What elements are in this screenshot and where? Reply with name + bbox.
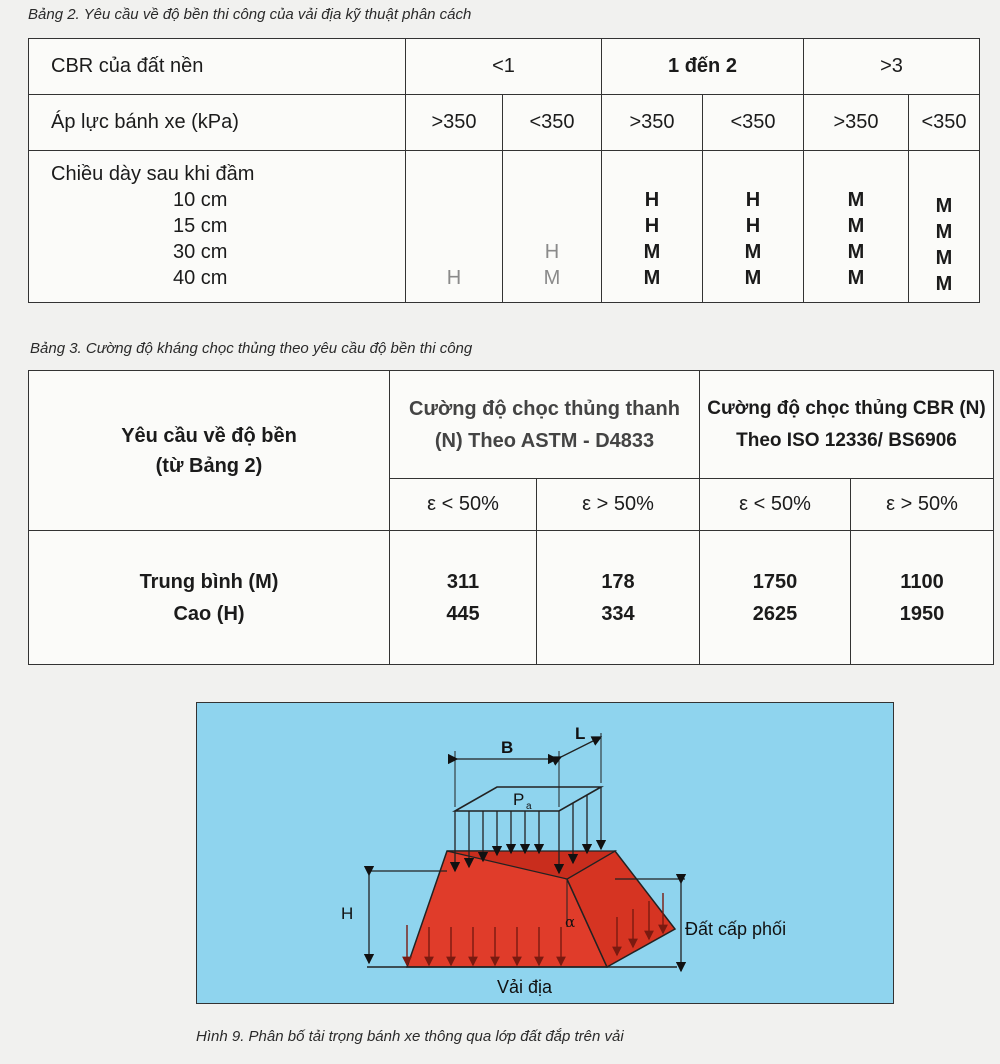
val-col-3 — [700, 531, 851, 665]
value: 2625 — [752, 602, 798, 625]
col-5 — [804, 151, 909, 303]
pressure-subscript: a — [526, 801, 532, 812]
cbr-header-line1: Cường độ chọc thủng CBR (N) — [707, 397, 986, 419]
thickness-4: 40 cm — [173, 267, 228, 289]
cell: H — [544, 241, 560, 263]
value: 1750 — [752, 570, 798, 593]
load-distribution-figure — [196, 702, 894, 1004]
cell: M — [847, 215, 865, 237]
pressure-label: P — [513, 790, 525, 809]
table2-caption: Bảng 2. Yêu cầu về độ bền thi công của vải địa kỹ thuật phân cách — [28, 6, 472, 23]
val-col-4 — [851, 531, 994, 665]
cell — [406, 239, 502, 265]
levels-cell — [29, 531, 390, 665]
value: 178 — [601, 570, 635, 593]
cell: H — [745, 215, 761, 237]
cbr-header — [700, 371, 994, 479]
cell: M — [744, 241, 762, 263]
level-medium: Trung bình (M) — [139, 570, 279, 593]
col-2 — [503, 151, 602, 303]
pressure-1: >350 — [406, 95, 503, 151]
value: 334 — [601, 602, 635, 625]
strain-2: ε > 50% — [537, 479, 700, 531]
thickness-label: Chiều dày sau khi đầm — [51, 163, 255, 185]
l-label: L — [575, 724, 586, 743]
val-col-2 — [537, 531, 700, 665]
cell — [406, 187, 502, 213]
value: 1100 — [900, 570, 944, 593]
cbr-header-line2: Theo ISO 12336/ BS6906 — [736, 429, 957, 451]
cell: M — [935, 273, 953, 295]
cell: M — [847, 189, 865, 211]
thickness-3: 30 cm — [173, 241, 228, 263]
h-label: H — [341, 904, 354, 923]
req-header-line1: Yêu cầu về độ bền — [121, 424, 297, 447]
req-header — [29, 371, 390, 531]
cbr-group-3: >3 — [804, 39, 980, 95]
cell: M — [847, 267, 865, 289]
astm-header-line1: Cường độ chọc thủng thanh — [409, 397, 680, 420]
cell: M — [744, 267, 762, 289]
cell — [503, 187, 601, 213]
level-high: Cao (H) — [173, 602, 245, 625]
cell: H — [446, 267, 462, 289]
pressure-4: <350 — [703, 95, 804, 151]
cell: M — [643, 267, 661, 289]
table3-caption: Bảng 3. Cường độ kháng chọc thủng theo yêu cầu độ bền thi công — [30, 340, 473, 357]
cell: H — [644, 215, 660, 237]
b-label: B — [501, 738, 514, 757]
cell: H — [745, 189, 761, 211]
req-header-line2: (từ Bảng 2) — [155, 454, 263, 477]
cell: H — [644, 189, 660, 211]
table2 — [28, 38, 980, 303]
cell: M — [643, 241, 661, 263]
thickness-cell — [29, 151, 406, 303]
col-3 — [602, 151, 703, 303]
cell: M — [847, 241, 865, 263]
val-col-1 — [390, 531, 537, 665]
thickness-2: 15 cm — [173, 215, 228, 237]
fill-label: Đất cấp phối — [685, 919, 787, 939]
geotextile-label: Vải địa — [497, 977, 553, 997]
cell: M — [543, 267, 561, 289]
strain-3: ε < 50% — [700, 479, 851, 531]
astm-header — [390, 371, 700, 479]
pressure-5: >350 — [804, 95, 909, 151]
value: 445 — [446, 602, 480, 625]
alpha-label: α — [565, 913, 576, 931]
col-6 — [909, 151, 980, 303]
cbr-group-1: <1 — [406, 39, 602, 95]
cell — [406, 213, 502, 239]
figure-caption: Hình 9. Phân bố tải trọng bánh xe thông qua lớp đất đắp trên vải — [196, 1028, 624, 1045]
col-4 — [703, 151, 804, 303]
load-distribution-diagram — [197, 703, 893, 1003]
thickness-1: 10 cm — [173, 189, 228, 211]
value: 1950 — [899, 602, 945, 625]
strain-4: ε > 50% — [851, 479, 994, 531]
cbr-label: CBR của đất nền — [29, 39, 406, 95]
cell: M — [935, 195, 953, 217]
pressure-3: >350 — [602, 95, 703, 151]
pressure-label: Áp lực bánh xe (kPa) — [29, 95, 406, 151]
cell: M — [935, 221, 953, 243]
strain-1: ε < 50% — [390, 479, 537, 531]
cell: M — [935, 247, 953, 269]
astm-header-line2: (N) Theo ASTM - D4833 — [434, 429, 655, 452]
pressure-2: <350 — [503, 95, 602, 151]
pressure-6: <350 — [909, 95, 980, 151]
cbr-group-2: 1 đến 2 — [602, 39, 804, 95]
cell — [503, 213, 601, 239]
table3 — [28, 370, 994, 665]
col-1 — [406, 151, 503, 303]
value: 311 — [446, 570, 480, 593]
